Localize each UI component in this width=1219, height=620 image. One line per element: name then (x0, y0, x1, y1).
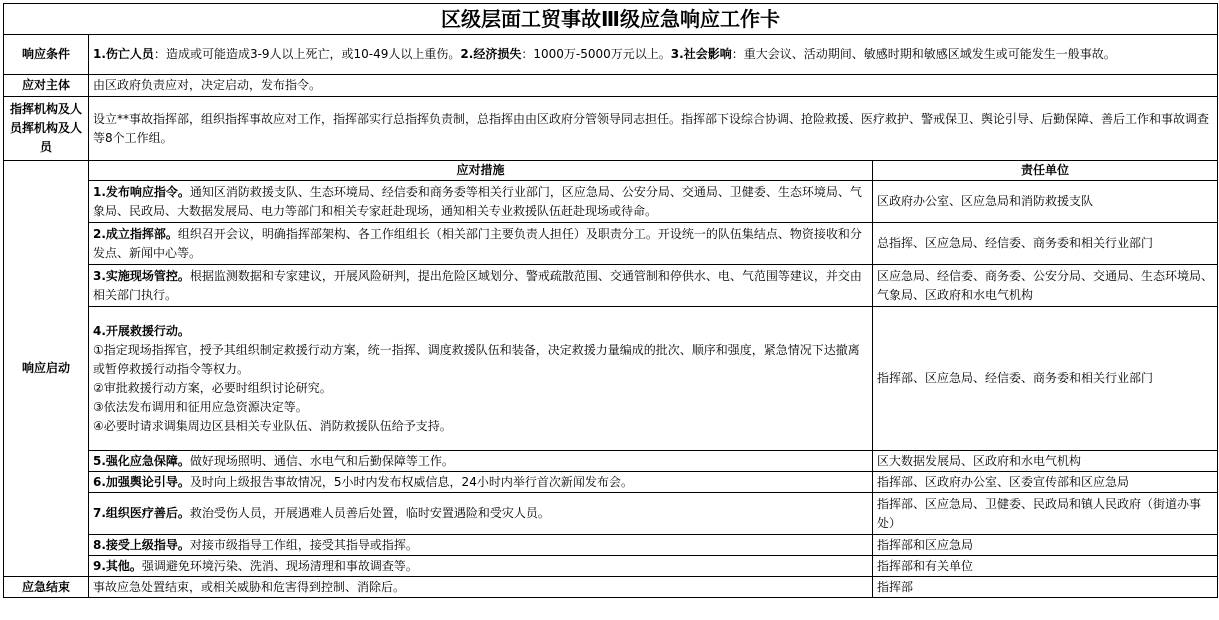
measure-9: 9.其他。强调避免环境污染、洗消、现场清理和事故调查等。 (89, 556, 873, 577)
card-title: 区级层面工贸事故Ⅲ级应急响应工作卡 (4, 4, 1218, 35)
measure-3: 3.实施现场管控。根据监测数据和专家建议，开展风险研判，提出危险区域划分、警戒疏散范围、交通管制和停供水、电、气范围等建议，并交由相关部门执行。 (89, 265, 873, 307)
subject-text: 由区政府负责应对，决定启动，发布指令。 (89, 75, 1218, 97)
response-label: 响应启动 (4, 161, 89, 577)
command-label: 指挥机构及人员挥机构及人员 (4, 97, 89, 161)
measure-2: 2.成立指挥部。组织召开会议，明确指挥部架构、各工作组组长（相关部门主要负责人担任）及职责分工。开设统一的队伍集结点、物资接收和分发点、新闻中心等。 (89, 223, 873, 265)
unit-6: 指挥部、区政府办公室、区委宣传部和区应急局 (873, 472, 1218, 493)
measure-1: 1.发布响应指令。通知区消防救援支队、生态环境局、经信委和商务委等相关行业部门，区应急局、公安分局、交通局、卫健委、生态环境局、气象局、民政局、大数据发展局、电力等部门和相关专家赶赴现场，通知相关专业救援队伍赶赴现场或待命。 (89, 181, 873, 223)
unit-1: 区政府办公室、区应急局和消防救援支队 (873, 181, 1218, 223)
measure-7: 7.组织医疗善后。救治受伤人员，开展遇难人员善后处置，临时安置遇险和受灾人员。 (89, 493, 873, 535)
unit-2: 总指挥、区应急局、经信委、商务委和相关行业部门 (873, 223, 1218, 265)
unit-5: 区大数据发展局、区政府和水电气机构 (873, 451, 1218, 472)
conditions-label: 响应条件 (4, 35, 89, 75)
end-text: 事故应急处置结束，或相关威胁和危害得到控制、消除后。 (89, 577, 873, 598)
emergency-response-card (3, 3, 1217, 598)
unit-9: 指挥部和有关单位 (873, 556, 1218, 577)
measure-4: 4.开展救援行动。 ①指定现场指挥官，授予其组织制定救援行动方案，统一指挥、调度救援队伍和装备，决定救援力量编成的批次、顺序和强度，紧急情况下达撤离或暂停救援行动指令等权力。 ②审批救援行动方案，必要时组织讨论研究。 ③依法发布调用和征用应急资源决定等。 ④必要时请求调集周边区县相关专业队伍、消防救援队伍给予支持。 (89, 307, 873, 451)
unit-4: 指挥部、区应急局、经信委、商务委和相关行业部门 (873, 307, 1218, 451)
response-table (3, 3, 1218, 598)
command-text: 设立**事故指挥部，组织指挥事故应对工作，指挥部实行总指挥负责制，总指挥由由区政府分管领导同志担任。指挥部下设综合协调、抢险救援、医疗救护、警戒保卫、舆论引导、后勤保障、善后工作和事故调查等8个工作组。 (89, 97, 1218, 161)
unit-7: 指挥部、区应急局、卫健委、民政局和镇人民政府（街道办事处） (873, 493, 1218, 535)
measure-5: 5.强化应急保障。做好现场照明、通信、水电气和后勤保障等工作。 (89, 451, 873, 472)
subject-label: 应对主体 (4, 75, 89, 97)
end-unit: 指挥部 (873, 577, 1218, 598)
conditions-text: 1.伤亡人员：造成或可能造成3-9人以上死亡，或10-49人以上重伤。2.经济损失：1000万-5000万元以上。3.社会影响：重大会议、活动期间、敏感时期和敏感区域发生或可能发生一般事故。 (89, 35, 1218, 75)
unit-8: 指挥部和区应急局 (873, 535, 1218, 556)
unit-3: 区应急局、经信委、商务委、公安分局、交通局、生态环境局、气象局、区政府和水电气机构 (873, 265, 1218, 307)
measure-6: 6.加强舆论引导。及时向上级报告事故情况，5小时内发布权威信息，24小时内举行首次新闻发布会。 (89, 472, 873, 493)
units-column-header: 责任单位 (873, 161, 1218, 181)
measures-column-header: 应对措施 (89, 161, 873, 181)
measure-8: 8.接受上级指导。对接市级指导工作组，接受其指导或指挥。 (89, 535, 873, 556)
end-label: 应急结束 (4, 577, 89, 598)
